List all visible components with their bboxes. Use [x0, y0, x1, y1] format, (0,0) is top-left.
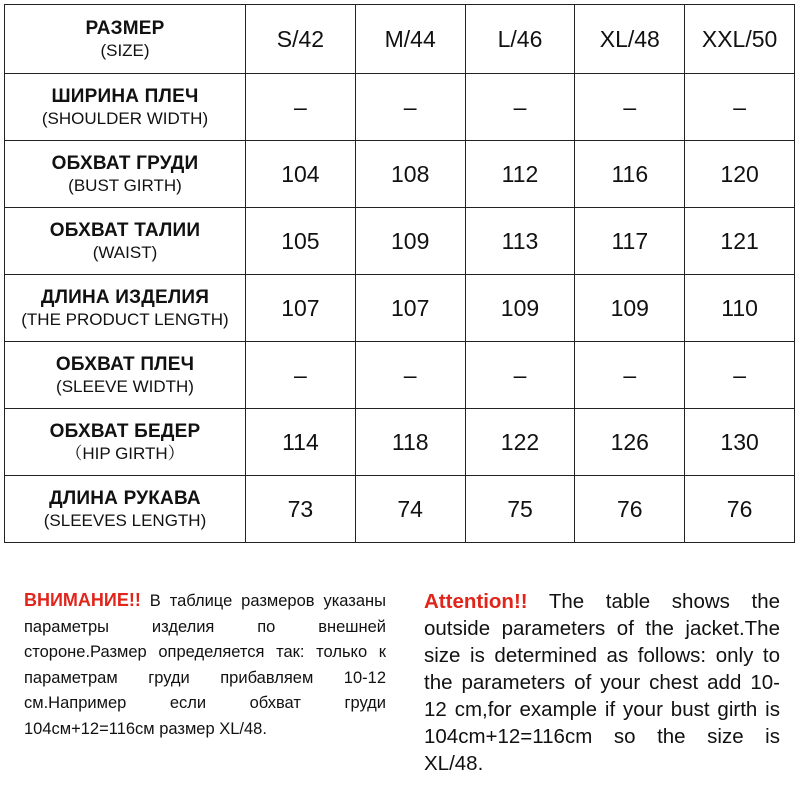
value-cell: –	[575, 342, 685, 409]
row-label-ru: ШИРИНА ПЛЕЧ	[51, 85, 199, 107]
row-hip-girth	[5, 409, 795, 476]
row-label	[5, 208, 246, 275]
value-cell: 112	[465, 141, 575, 208]
value-cell: 110	[685, 275, 795, 342]
row-waist	[5, 208, 795, 275]
value-cell: 76	[685, 476, 795, 543]
row-label-en: (SLEEVES LENGTH)	[43, 510, 207, 530]
row-label	[5, 74, 246, 141]
note-text-en: The table shows the outside parameters of the jacket.The size is determined as follows: only to the parameters of your chest add 10-12 cm,for example if your bust girth is 104cm+12=116cm so the size is XL/48.	[424, 590, 780, 775]
value-cell: –	[465, 342, 575, 409]
row-label	[5, 141, 246, 208]
note-text-ru: В таблице размеров указаны параметры изделия по внешней стороне.Размер определяется так: только к параметрам груди прибавляем 10-12 см.Например если обхват груди 104см+12=116см размер XL/48.	[24, 592, 386, 738]
value-cell: –	[246, 74, 356, 141]
row-label-en: (WAIST)	[92, 242, 158, 262]
row-label	[5, 342, 246, 409]
row-label-ru: ДЛИНА РУКАВА	[49, 487, 201, 509]
row-label-ru: ОБХВАТ ТАЛИИ	[49, 219, 201, 241]
row-label-en: （HIP GIRTH）	[65, 443, 185, 463]
value-cell: 126	[575, 409, 685, 476]
value-cell: 121	[685, 208, 795, 275]
attention-label-en: Attention!!	[424, 590, 528, 613]
value-cell: 108	[355, 141, 465, 208]
value-cell: 75	[465, 476, 575, 543]
value-cell: –	[685, 74, 795, 141]
note-english	[424, 588, 780, 777]
size-header-label	[5, 5, 246, 74]
value-cell: 107	[246, 275, 356, 342]
value-cell: 74	[355, 476, 465, 543]
size-header-row	[5, 5, 795, 74]
value-cell: 113	[465, 208, 575, 275]
row-label-en: (THE PRODUCT LENGTH)	[21, 309, 229, 329]
size-header-l: L/46	[465, 5, 575, 74]
size-header-xl: XL/48	[575, 5, 685, 74]
value-cell: 73	[246, 476, 356, 543]
row-sleeves-length	[5, 476, 795, 543]
row-label-en: (BUST GIRTH)	[68, 175, 182, 195]
row-label	[5, 409, 246, 476]
value-cell: 104	[246, 141, 356, 208]
value-cell: 109	[465, 275, 575, 342]
value-cell: –	[246, 342, 356, 409]
size-header-xxl: XXL/50	[685, 5, 795, 74]
value-cell: 120	[685, 141, 795, 208]
value-cell: 107	[355, 275, 465, 342]
note-russian	[24, 588, 386, 742]
value-cell: –	[355, 74, 465, 141]
row-sleeve-width	[5, 342, 795, 409]
row-label-ru: ДЛИНА ИЗДЕЛИЯ	[40, 286, 210, 308]
attention-label-ru: ВНИМАНИЕ!!	[24, 590, 141, 610]
value-cell: 116	[575, 141, 685, 208]
value-cell: 109	[575, 275, 685, 342]
value-cell: 114	[246, 409, 356, 476]
value-cell: –	[685, 342, 795, 409]
row-label-ru: ОБХВАТ ПЛЕЧ	[55, 353, 195, 375]
size-label-en: (SIZE)	[100, 40, 150, 60]
value-cell: 122	[465, 409, 575, 476]
size-header-m: M/44	[355, 5, 465, 74]
row-label	[5, 275, 246, 342]
value-cell: –	[465, 74, 575, 141]
value-cell: –	[575, 74, 685, 141]
row-label	[5, 476, 246, 543]
row-label-ru: ОБХВАТ ГРУДИ	[51, 152, 199, 174]
row-bust-girth	[5, 141, 795, 208]
row-label-en: (SLEEVE WIDTH)	[56, 376, 194, 396]
value-cell: 105	[246, 208, 356, 275]
row-shoulder-width	[5, 74, 795, 141]
value-cell: 117	[575, 208, 685, 275]
value-cell: 109	[355, 208, 465, 275]
value-cell: 76	[575, 476, 685, 543]
row-label-ru: ОБХВАТ БЕДЕР	[49, 420, 201, 442]
notes-section	[0, 588, 800, 800]
value-cell: –	[355, 342, 465, 409]
value-cell: 130	[685, 409, 795, 476]
size-label-ru: РАЗМЕР	[85, 17, 165, 39]
size-table	[4, 4, 795, 543]
row-label-en: (SHOULDER WIDTH)	[41, 108, 209, 128]
size-header-s: S/42	[246, 5, 356, 74]
value-cell: 118	[355, 409, 465, 476]
row-product-length	[5, 275, 795, 342]
